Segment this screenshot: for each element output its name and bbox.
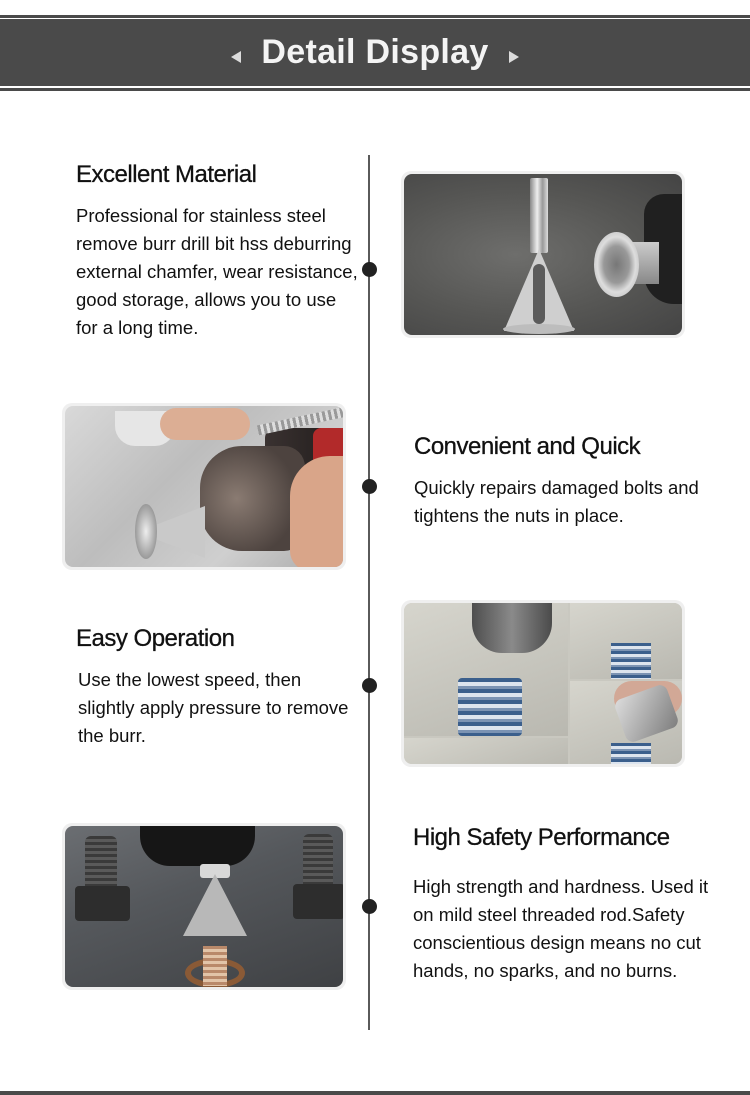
product-image: [404, 174, 682, 335]
feature-title: Convenient and Quick: [414, 433, 641, 460]
section-header: [0, 19, 750, 86]
product-image: [404, 603, 682, 764]
feature-image-frame: [62, 403, 346, 570]
feature-description: Use the lowest speed, then slightly apply pressure to remove the burr.: [78, 669, 349, 746]
timeline-dot: [362, 678, 377, 693]
timeline-dot: [362, 479, 377, 494]
footer-rule: [0, 1091, 750, 1095]
feature-title: Easy Operation: [76, 625, 235, 652]
feature-block: [76, 624, 361, 750]
timeline-dot: [362, 899, 377, 914]
feature-description: Quickly repairs damaged bolts and tightens the nuts in place.: [414, 477, 699, 526]
triangle-left-icon: [231, 51, 241, 63]
timeline-dot: [362, 262, 377, 277]
header-bottom-rule: [0, 88, 750, 91]
feature-title: High Safety Performance: [413, 824, 670, 851]
feature-block: [414, 432, 734, 530]
feature-block: [413, 823, 733, 985]
feature-title: Excellent Material: [76, 161, 257, 188]
feature-block: [76, 160, 361, 342]
section-title: Detail Display: [261, 33, 489, 71]
feature-image-frame: [62, 823, 346, 990]
header-top-rule: [0, 15, 750, 18]
product-image: [65, 406, 343, 567]
feature-description: High strength and hardness. Used it on mild steel threaded rod.Safety conscientious design means no cut hands, no sparks, and no burns.: [413, 876, 709, 981]
feature-image-frame: [401, 600, 685, 767]
feature-image-frame: [401, 171, 685, 338]
triangle-right-icon: [509, 51, 519, 63]
product-image: [65, 826, 343, 987]
feature-description: Professional for stainless steel remove burr drill bit hss deburring external chamfer, wear resistance, good storage, allows you to use for a long time.: [76, 205, 358, 338]
